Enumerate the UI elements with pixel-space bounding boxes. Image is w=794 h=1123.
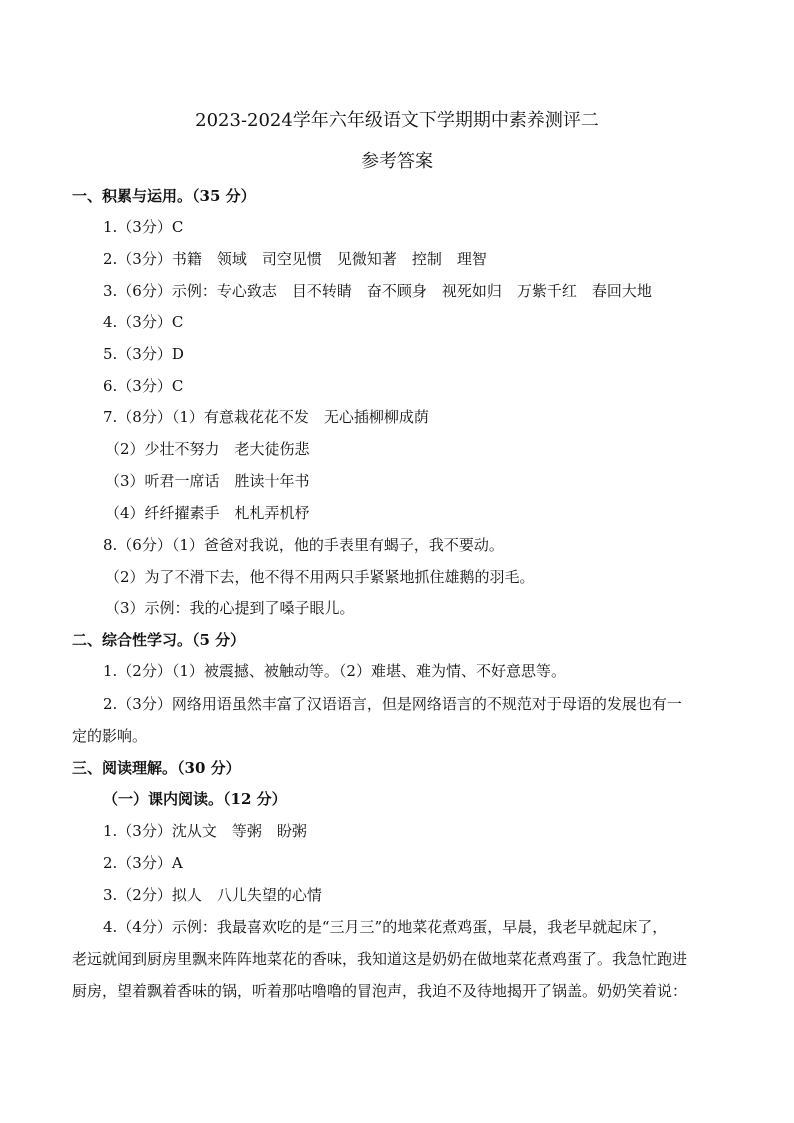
answer-line: 7.（8分）（1）有意栽花花不发 无心插柳柳成荫	[103, 408, 429, 426]
answer-line: （2）少壮不努力 老大徒伤悲	[105, 440, 310, 458]
answer-line: （3）听君一席话 胜读十年书	[105, 472, 310, 490]
answer-line: 1.（2分）（1）被震撼、被触动等。（2）难堪、难为情、不好意思等。	[103, 662, 566, 680]
answer-line: 4.（3分）C	[103, 313, 184, 331]
answer-line: 1.（3分）沈从文 等粥 盼粥	[103, 822, 307, 840]
answer-line: 2.（3分）A	[103, 854, 183, 872]
answer-line: 厨房，望着飘着香味的锅，听着那咕噜噜的冒泡声，我迫不及待地揭开了锅盖。奶奶笑着说：	[72, 982, 688, 1000]
answer-line: 5.（3分）D	[103, 345, 184, 363]
answer-line: 老远就闻到厨房里飘来阵阵地菜花的香味，我知道这是奶奶在做地菜花煮鸡蛋了。我急忙跑进	[72, 950, 688, 968]
answer-line: 3.（2分）拟人 八儿失望的心情	[103, 886, 322, 904]
answer-line: 6.（3分）C	[103, 377, 184, 395]
answer-line: （2）为了不滑下去，他不得不用两只手紧紧地抓住雄鹅的羽毛。	[105, 568, 535, 586]
document-subtitle: 参考答案	[361, 151, 433, 172]
section-heading-comprehensive: 二、综合性学习。（5 分）	[72, 631, 246, 649]
answer-line: 1.（3分）C	[103, 218, 184, 236]
subsection-heading-in-class-reading: （一）课内阅读。（12 分）	[103, 790, 287, 808]
answer-line: （3）示例：我的心提到了嗓子眼儿。	[105, 599, 355, 617]
document-title: 2023-2024学年六年级语文下学期期中素养测评二	[195, 110, 599, 131]
answer-line: 定的影响。	[72, 727, 148, 745]
section-heading-reading: 三、阅读理解。（30 分）	[72, 759, 241, 777]
answer-line: 8.（6分）（1）爸爸对我说，他的手表里有蝎子，我不要动。	[103, 536, 504, 554]
answer-line: 2.（3分）书籍 领域 司空见惯 见微知著 控制 理智	[103, 250, 487, 268]
answer-line: 2.（3分）网络用语虽然丰富了汉语语言，但是网络语言的不规范对于母语的发展也有一	[103, 695, 682, 713]
answer-line: （4）纤纤擢素手 札札弄机杼	[105, 504, 310, 522]
section-heading-accumulation: 一、积累与运用。（35 分）	[72, 187, 256, 205]
answer-line: 3.（6分）示例：专心致志 目不转睛 奋不顾身 视死如归 万紫千红 春回大地	[103, 282, 652, 300]
answer-line: 4.（4分）示例：我最喜欢吃的是“三月三”的地菜花煮鸡蛋，早晨，我老早就起床了，	[103, 918, 668, 936]
